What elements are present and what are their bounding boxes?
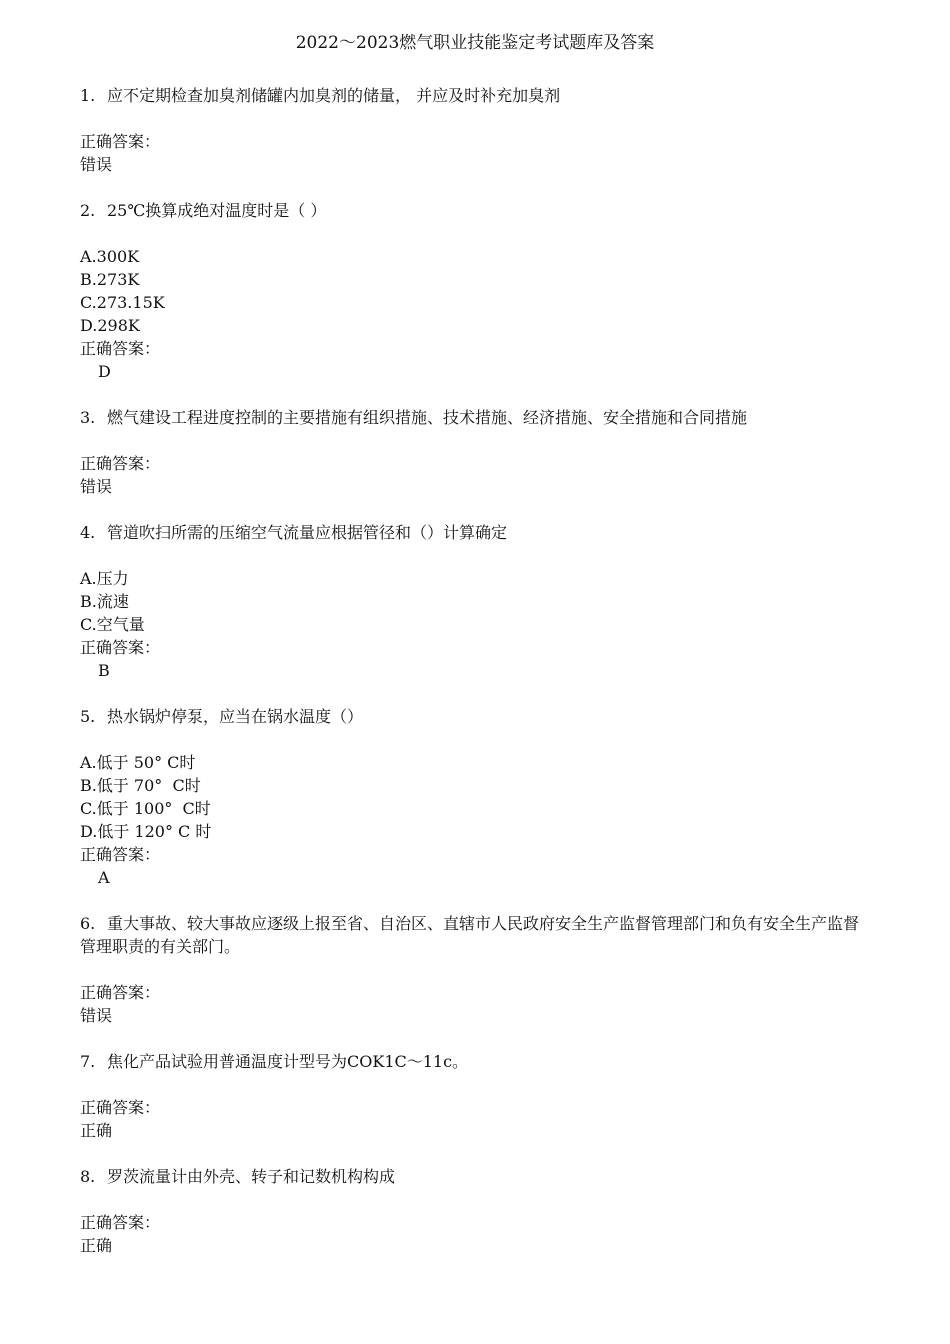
question-text: 8. 罗茨流量计由外壳、转子和记数机构构成 bbox=[80, 1167, 396, 1186]
question-item bbox=[80, 1050, 870, 1165]
option-c: C.273.15K bbox=[80, 293, 165, 312]
document-title: 2022～2023燃气职业技能鉴定考试题库及答案 bbox=[295, 33, 655, 53]
answer-label: 正确答案： bbox=[80, 132, 161, 151]
answer-value: A bbox=[98, 868, 110, 887]
question-text: 5. 热水锅炉停泵，应当在锅水温度（） bbox=[80, 707, 364, 726]
question-number: 5. bbox=[80, 707, 96, 726]
question-item bbox=[80, 705, 870, 912]
answer-value: 正确 bbox=[80, 1236, 113, 1255]
question-item bbox=[80, 521, 870, 705]
option-a: A.压力 bbox=[80, 569, 129, 588]
option-d: D.298K bbox=[80, 316, 140, 335]
question-text: 6. 重大事故、较大事故应逐级上报至省、自治区、直辖市人民政府安全生产监督管理部门和负有安全生产监督管理职责的有关部门。 bbox=[80, 914, 860, 956]
answer-value: B bbox=[98, 661, 110, 680]
question-item bbox=[80, 199, 870, 406]
answer-value: 错误 bbox=[80, 1006, 113, 1025]
answer-label: 正确答案： bbox=[80, 983, 161, 1002]
question-item bbox=[80, 1165, 870, 1257]
question-number: 2. bbox=[80, 201, 96, 220]
answer-value: 错误 bbox=[80, 477, 113, 496]
answer-label: 正确答案： bbox=[80, 339, 161, 358]
option-d: D.低于 120° C 时 bbox=[80, 822, 212, 841]
answer-label: 正确答案： bbox=[80, 454, 161, 473]
question-text: 4. 管道吹扫所需的压缩空气流量应根据管径和（）计算确定 bbox=[80, 523, 508, 542]
question-text: 2. 25℃换算成绝对温度时是（ ） bbox=[80, 201, 327, 220]
question-list bbox=[80, 84, 870, 1257]
option-c: C.空气量 bbox=[80, 615, 145, 634]
answer-value: D bbox=[98, 362, 111, 381]
option-b: B.273K bbox=[80, 270, 140, 289]
answer-label: 正确答案： bbox=[80, 1098, 161, 1117]
question-number: 6. bbox=[80, 914, 96, 933]
question-number: 8. bbox=[80, 1167, 96, 1186]
answer-label: 正确答案： bbox=[80, 845, 161, 864]
question-text: 7. 焦化产品试验用普通温度计型号为COK1C～11c。 bbox=[80, 1052, 469, 1071]
option-a: A.低于 50° C时 bbox=[80, 753, 196, 772]
option-c: C.低于 100° C时 bbox=[80, 799, 211, 818]
option-a: A.300K bbox=[80, 247, 140, 266]
question-number: 1. bbox=[80, 86, 96, 105]
question-item bbox=[80, 84, 870, 199]
question-number: 3. bbox=[80, 408, 96, 427]
answer-label: 正确答案： bbox=[80, 638, 161, 657]
option-b: B.低于 70° C时 bbox=[80, 776, 201, 795]
question-number: 4. bbox=[80, 523, 96, 542]
question-text: 3. 燃气建设工程进度控制的主要措施有组织措施、技术措施、经济措施、安全措施和合同措施 bbox=[80, 408, 748, 427]
answer-value: 正确 bbox=[80, 1121, 113, 1140]
question-number: 7. bbox=[80, 1052, 96, 1071]
option-b: B.流速 bbox=[80, 592, 129, 611]
answer-value: 错误 bbox=[80, 155, 113, 174]
question-item bbox=[80, 406, 870, 521]
question-text: 1. 应不定期检查加臭剂储罐内加臭剂的储量， 并应及时补充加臭剂 bbox=[80, 86, 561, 105]
question-item bbox=[80, 912, 870, 1050]
answer-label: 正确答案： bbox=[80, 1213, 161, 1232]
